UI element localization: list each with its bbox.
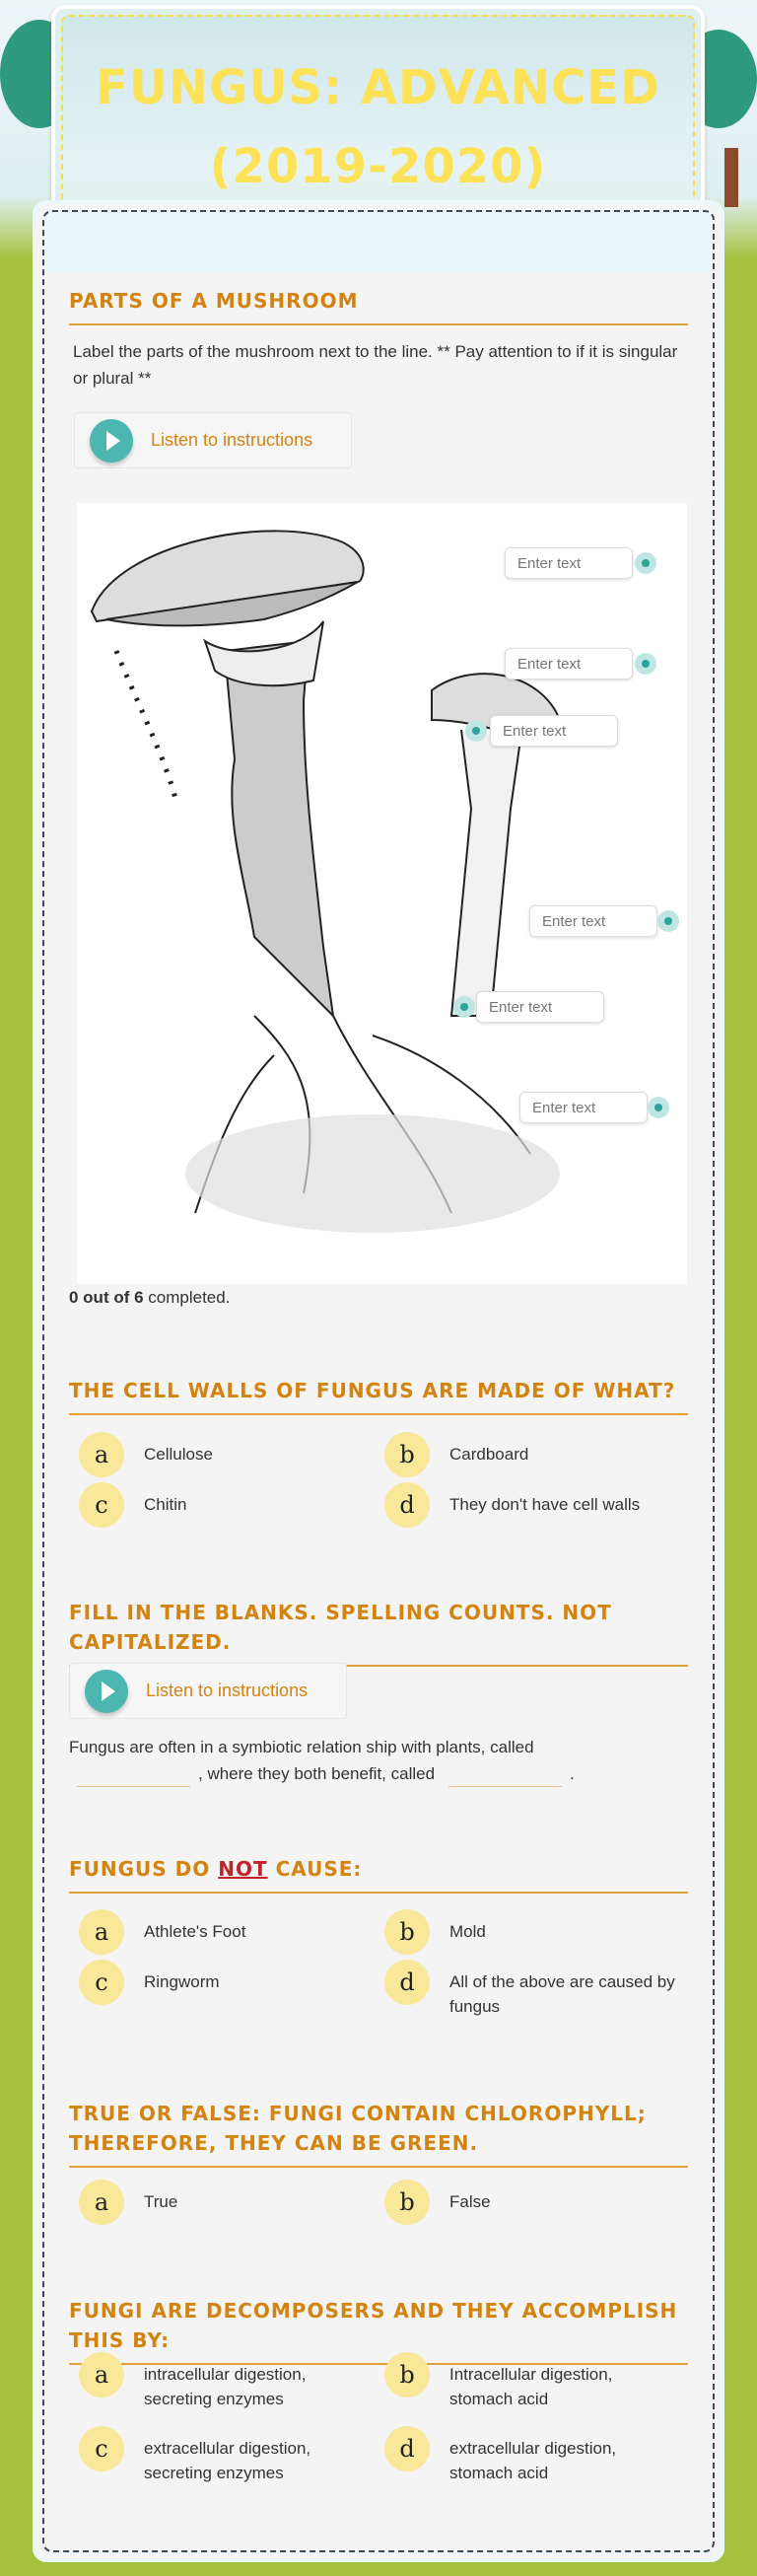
- question-heading: FUNGUS DO NOT CAUSE:: [69, 1854, 688, 1894]
- option-a[interactable]: [79, 2352, 371, 2411]
- listen-button[interactable]: [69, 1663, 347, 1719]
- option-letter: c: [79, 1482, 124, 1528]
- option-text: True: [144, 2192, 178, 2211]
- label-input-3[interactable]: Enter text: [490, 715, 618, 747]
- listen-label: Listen to instructions: [146, 1681, 309, 1700]
- option-b[interactable]: [384, 1432, 676, 1477]
- option-letter: b: [384, 2352, 430, 2397]
- option-text: Mold: [449, 1922, 486, 1941]
- question-instructions: Label the parts of the mushroom next to the line. ** Pay attention to if it is singular or plural **: [73, 342, 678, 388]
- option-letter: a: [79, 2180, 124, 2225]
- option-text: Ringworm: [144, 1972, 220, 1991]
- option-text: extracellular digestion, secreting enzymes: [144, 2439, 311, 2482]
- option-letter: b: [384, 1432, 430, 1477]
- option-letter: b: [384, 1909, 430, 1955]
- option-text: Cellulose: [144, 1445, 213, 1464]
- play-icon: [85, 1670, 128, 1713]
- option-a[interactable]: [79, 1909, 371, 1955]
- option-c[interactable]: [79, 2426, 371, 2485]
- label-input-1[interactable]: Enter text: [505, 547, 633, 579]
- option-text: intracellular digestion, secreting enzymes: [144, 2365, 307, 2408]
- option-b[interactable]: [384, 1909, 676, 1955]
- option-letter: a: [79, 1909, 124, 1955]
- label-input-6[interactable]: Enter text: [519, 1092, 648, 1123]
- fill-in-text: Fungus are often in a symbiotic relation ship with plants, called , where they both benefit, called .: [69, 1734, 680, 1787]
- blank-input-1[interactable]: [77, 1769, 190, 1787]
- option-a[interactable]: [79, 1432, 371, 1477]
- option-text: extracellular digestion, stomach acid: [449, 2439, 617, 2482]
- listen-label: Listen to instructions: [151, 430, 313, 450]
- option-b[interactable]: [384, 2352, 676, 2411]
- hotspot-2[interactable]: [635, 653, 656, 675]
- question-heading: FILL IN THE BLANKS. SPELLING COUNTS. NOT CAPITALIZED.: [69, 1598, 688, 1667]
- question-heading: TRUE OR FALSE: FUNGI CONTAIN CHLOROPHYLL; THEREFORE, THEY CAN BE GREEN.: [69, 2099, 688, 2168]
- option-letter: d: [384, 1482, 430, 1528]
- option-b[interactable]: [384, 2180, 676, 2225]
- question-heading: THE CELL WALLS OF FUNGUS ARE MADE OF WHAT?: [69, 1376, 688, 1415]
- option-letter: a: [79, 1432, 124, 1477]
- hotspot-4[interactable]: [657, 910, 679, 932]
- label-input-5[interactable]: Enter text: [476, 991, 604, 1023]
- page-title: FUNGUS: ADVANCED (2019-2020): [96, 60, 660, 194]
- option-text: False: [449, 2192, 491, 2211]
- option-text: They don't have cell walls: [449, 1495, 641, 1514]
- option-text: Chitin: [144, 1495, 187, 1514]
- option-d[interactable]: [384, 1960, 676, 2019]
- question-heading: PARTS OF A MUSHROOM: [69, 286, 688, 325]
- option-a[interactable]: [79, 2180, 371, 2225]
- progress-text: 0 out of 6 completed.: [69, 1288, 231, 1307]
- hotspot-3[interactable]: [465, 720, 487, 742]
- play-icon: [90, 419, 133, 463]
- option-c[interactable]: [79, 1482, 371, 1528]
- option-letter: d: [384, 1960, 430, 2005]
- option-d[interactable]: [384, 2426, 676, 2485]
- option-letter: a: [79, 2352, 124, 2397]
- blank-input-2[interactable]: [448, 1769, 562, 1787]
- mushroom-diagram: [77, 503, 687, 1284]
- label-input-4[interactable]: Enter text: [529, 905, 657, 937]
- deer-decoration: [724, 148, 738, 207]
- option-d[interactable]: [384, 1482, 676, 1528]
- option-letter: d: [384, 2426, 430, 2471]
- question-heading: FUNGI ARE DECOMPOSERS AND THEY ACCOMPLISH THIS BY:: [69, 2296, 688, 2365]
- option-text: Intracellular digestion, stomach acid: [449, 2365, 613, 2408]
- option-text: All of the above are caused by fungus: [449, 1972, 675, 2016]
- hotspot-6[interactable]: [648, 1097, 669, 1118]
- option-letter: c: [79, 1960, 124, 2005]
- option-letter: c: [79, 2426, 124, 2471]
- label-input-2[interactable]: Enter text: [505, 648, 633, 680]
- hotspot-5[interactable]: [453, 996, 475, 1018]
- listen-button[interactable]: [74, 412, 352, 468]
- option-text: Athlete's Foot: [144, 1922, 246, 1941]
- option-letter: b: [384, 2180, 430, 2225]
- option-text: Cardboard: [449, 1445, 529, 1464]
- hotspot-1[interactable]: [635, 552, 656, 574]
- option-c[interactable]: [79, 1960, 371, 2005]
